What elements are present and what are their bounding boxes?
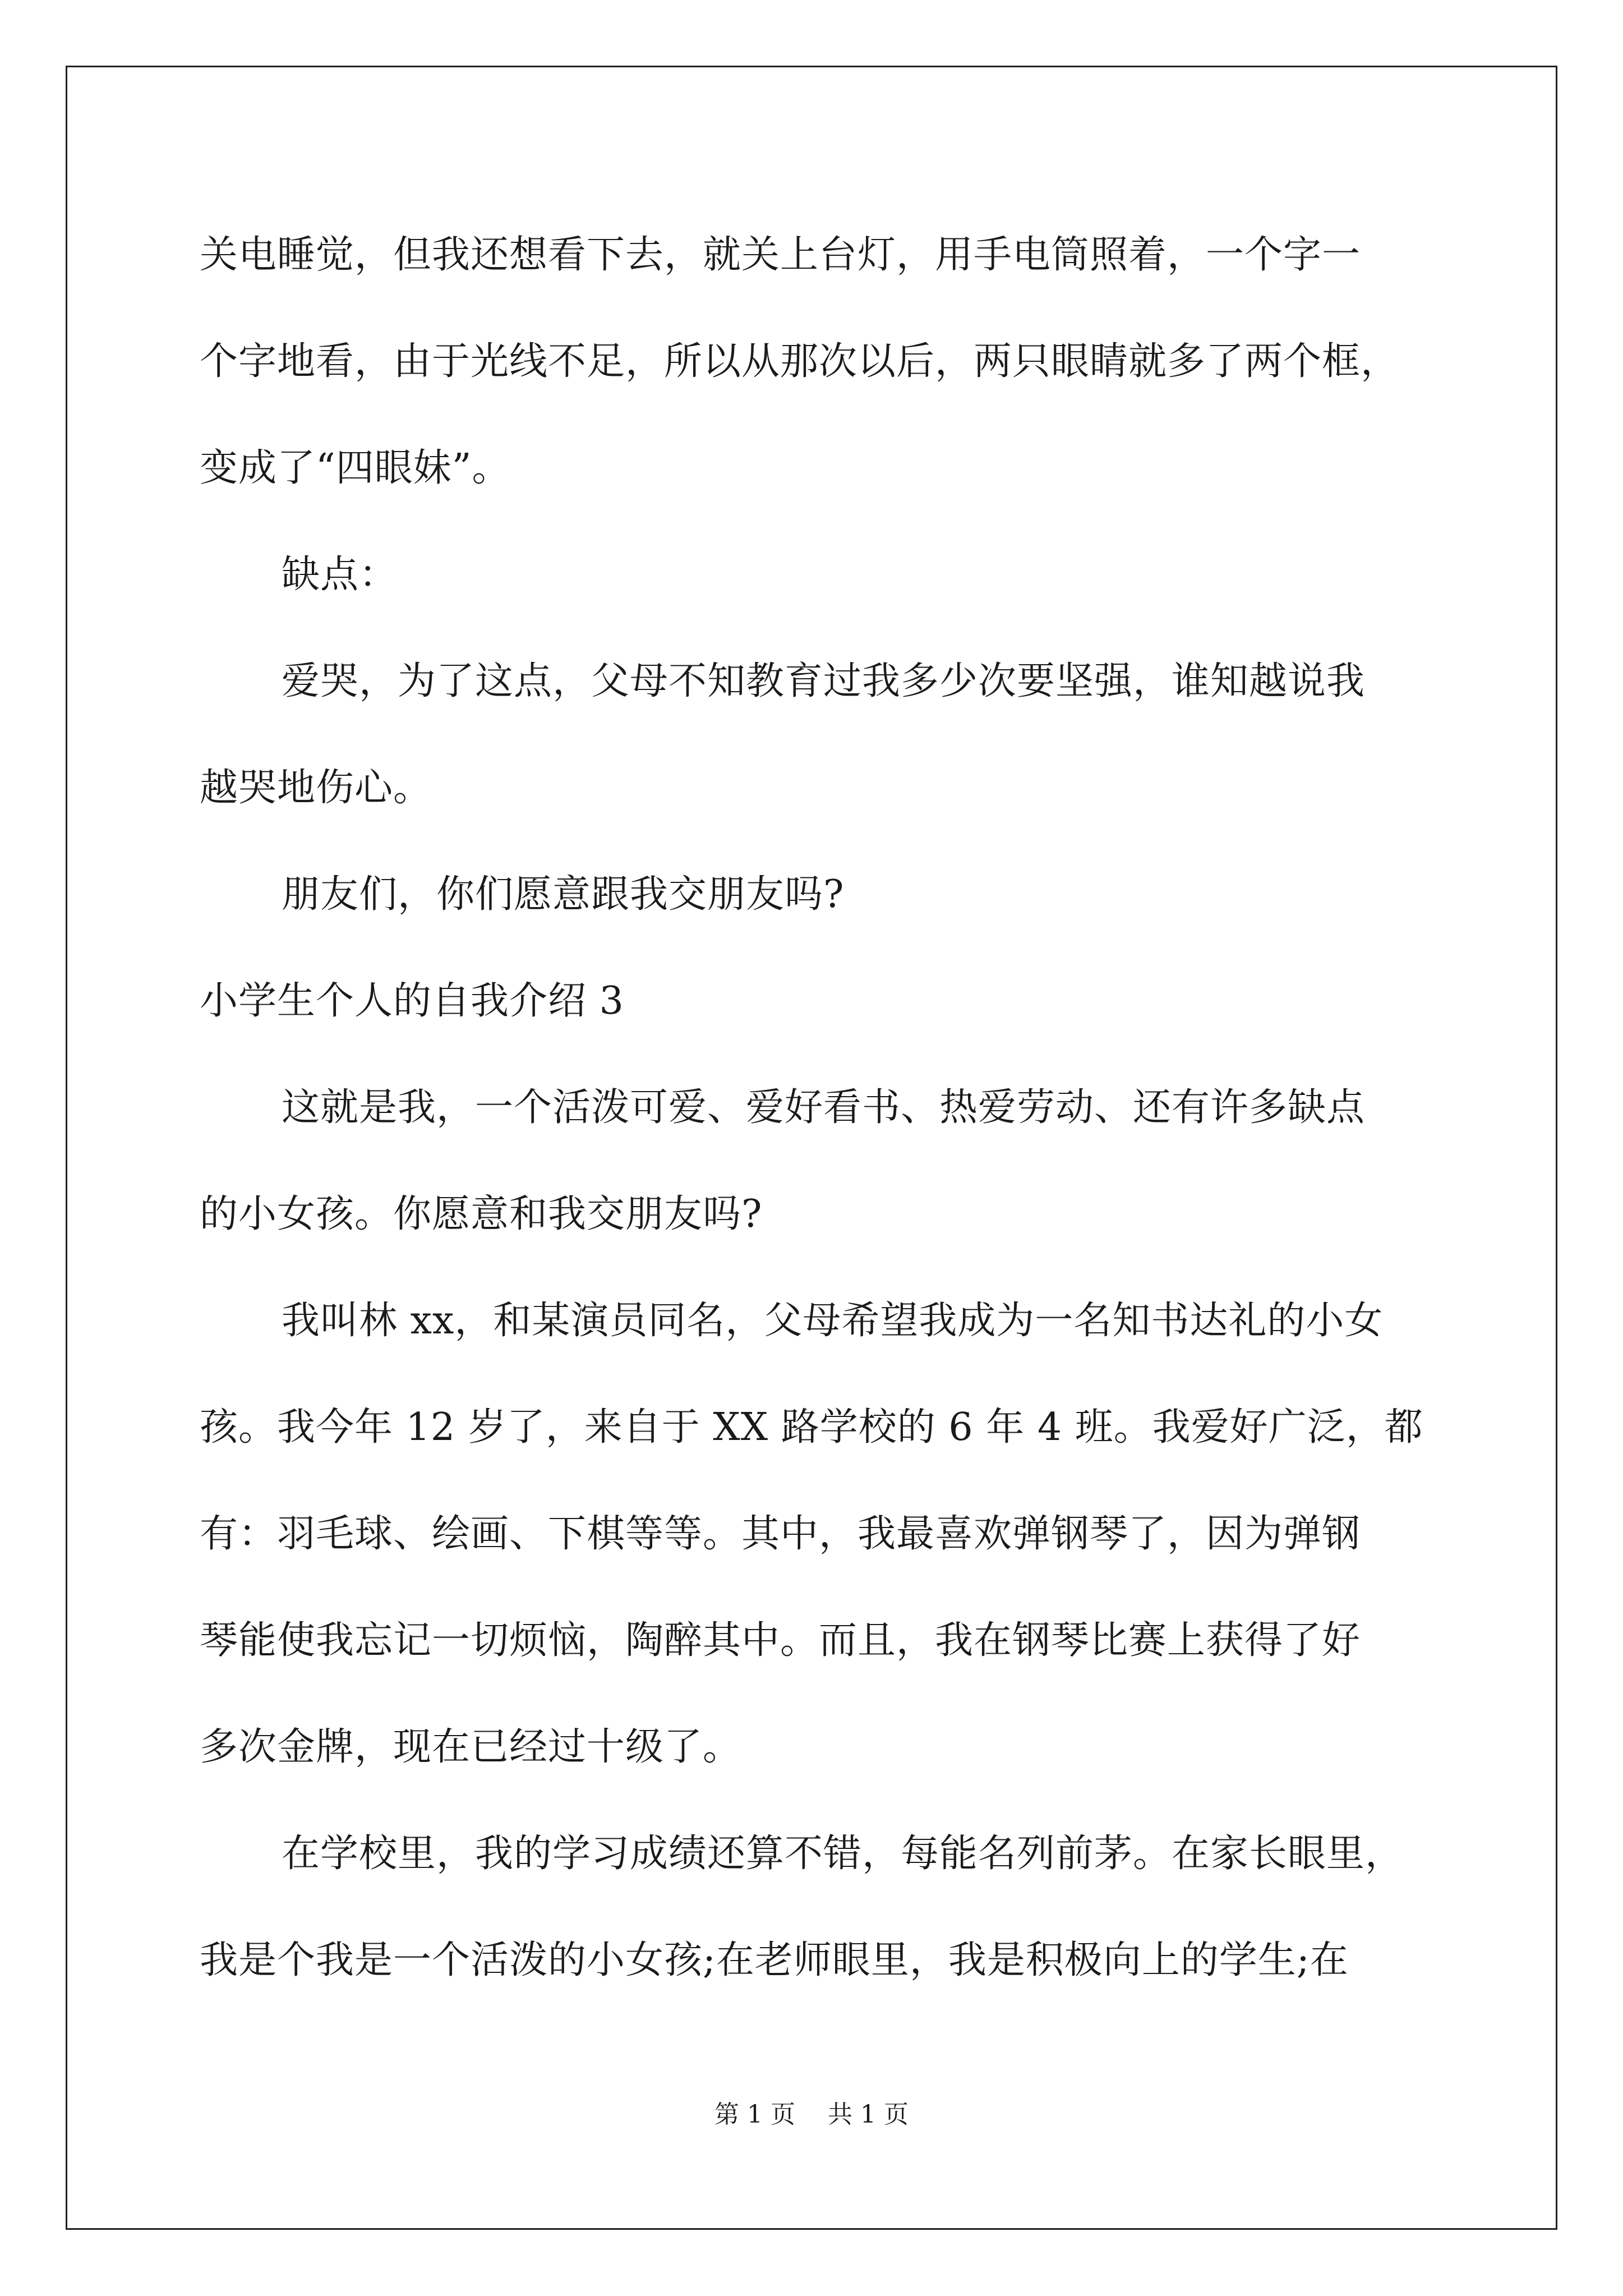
document-body — [200, 202, 1478, 2014]
text-line: 变成了“四眼妹”。 — [200, 446, 511, 490]
page-count: 共 1 页 — [828, 2100, 909, 2129]
text-line: 我叫林 xx，和某演员同名，父母希望我成为一名知书达礼的小女 — [282, 1299, 1384, 1343]
text-line: 的小女孩。你愿意和我交朋友吗? — [200, 1192, 763, 1236]
page-number: 第 1 页 — [714, 2100, 795, 2129]
text-line: 朋友们，你们愿意跟我交朋友吗? — [282, 872, 845, 917]
text-line: 这就是我，一个活泼可爱、爱好看书、热爱劳动、还有许多缺点 — [282, 1085, 1366, 1130]
text-line: 个字地看，由于光线不足，所以从那次以后，两只眼睛就多了两个框， — [200, 339, 1400, 384]
text-line: 孩。我今年 12 岁了，来自于 XX 路学校的 6 年 4 班。我爱好广泛，都 — [200, 1405, 1423, 1450]
text-line: 多次金牌，现在已经过十级了。 — [200, 1725, 742, 1769]
text-line: 越哭地伤心。 — [200, 766, 432, 810]
text-line: 缺点： — [282, 553, 398, 597]
text-line: 关电睡觉，但我还想看下去，就关上台灯，用手电筒照着，一个字一 — [200, 233, 1361, 277]
text-line: 琴能使我忘记一切烦恼，陶醉其中。而且，我在钢琴比赛上获得了好 — [200, 1618, 1361, 1663]
section-heading: 小学生个人的自我介绍 3 — [200, 979, 624, 1023]
page-footer — [0, 2098, 1623, 2132]
text-line: 我是个我是一个活泼的小女孩;在老师眼里，我是积极向上的学生;在 — [200, 1938, 1349, 1982]
text-line: 爱哭，为了这点，父母不知教育过我多少次要坚强，谁知越说我 — [282, 659, 1366, 703]
text-line: 有：羽毛球、绘画、下棋等等。其中，我最喜欢弹钢琴了，因为弹钢 — [200, 1512, 1361, 1556]
text-line: 在学校里，我的学习成绩还算不错，每能名列前茅。在家长眼里， — [282, 1832, 1404, 1876]
